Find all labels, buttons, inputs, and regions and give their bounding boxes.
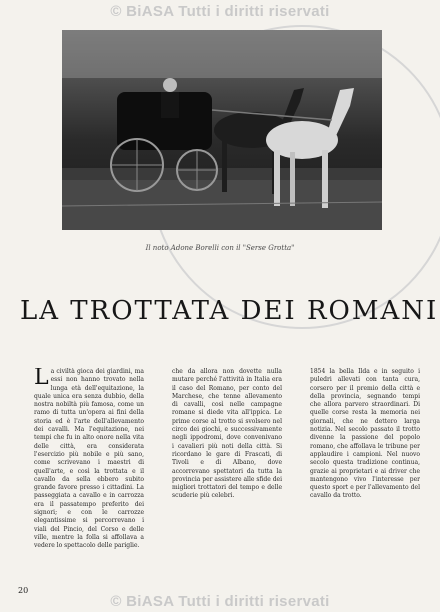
article-photo [62,30,382,230]
watermark-bottom: © BiASA Tutti i diritti riservati [110,593,330,610]
drop-cap: L [34,368,49,390]
article-title: LA TROTTATA DEI ROMANI [20,296,439,326]
page-number: 20 [18,586,29,595]
watermark-top: © BiASA Tutti i diritti riservati [110,3,330,20]
article-paragraph-1 [34,368,144,551]
article-text-1: a civiltà gioca dei giardini, ma essi non hanno trovato nella lunga età dell'equitazione, la quale unica era senza dubbio, della nostra nobiltà più famosa, come un ramo di tutta un'opera ai fini della storia ed è l'arte dell'allevamento dei cavalli. Ma l'equitazione, nei tempi che fu in alto onore nella vita delle città, era considerata l'esercizio più nobile e più sano, come scrivevano i maestri di quell'arte, e così la trottata e il cavallo da sella ebbero subito grande favore presso i cittadini. La passeggiata a cavallo e in carrozza era il passatempo preferito dei signori; e con le carrozze elegantissime si percorrevano i viali del Pincio, del Corso e delle ville, mentre la folla si affollava a vedere lo spettacolo delle pariglie. [34,368,144,550]
article-column-1 [34,368,144,580]
article-paragraph-2: che da allora non dovette nulla mutare perché l'attività in Italia era il caso del Romano, per conto del Marchese, che tenne allevamento di cavalli, così nelle campagne romane si diede vita all'ippica. Le prime corse al trotto si svolsero nel circo dei giochi, e successivamente negli ippodromi, dove convenivano i cavalieri più noti della città. Si ricordano le gare di Frascati, di Tivoli e di Albano, dove accorrevano spettatori da tutta la provincia per assistere alle sfide dei migliori trottatori del tempo e delle scuderie più celebri. [172,368,282,500]
article-column-2 [172,368,282,580]
photo-caption: Il noto Adone Borelli con il "Serse Grotta" [145,244,295,252]
article-column-3 [310,368,420,580]
article-paragraph-3: 1854 la bella Ilda e in seguito i puledri allevati con tanta cura, corsero per il premio della città e della provincia, segnando tempi che allora parvero straordinari. Di quelle corse resta la memoria nei giornali, che ne dettero larga notizia. Nel secolo passato il trotto divenne la passione del popolo romano, che affollava le tribune per applaudire i campioni. Nel nuovo secolo questa tradizione continua, grazie ai proprietari e ai driver che mantengono vivo l'interesse per questo sport e per l'allevamento del cavallo da trotto. [310,368,420,500]
horse-carriage-photo [62,30,382,230]
